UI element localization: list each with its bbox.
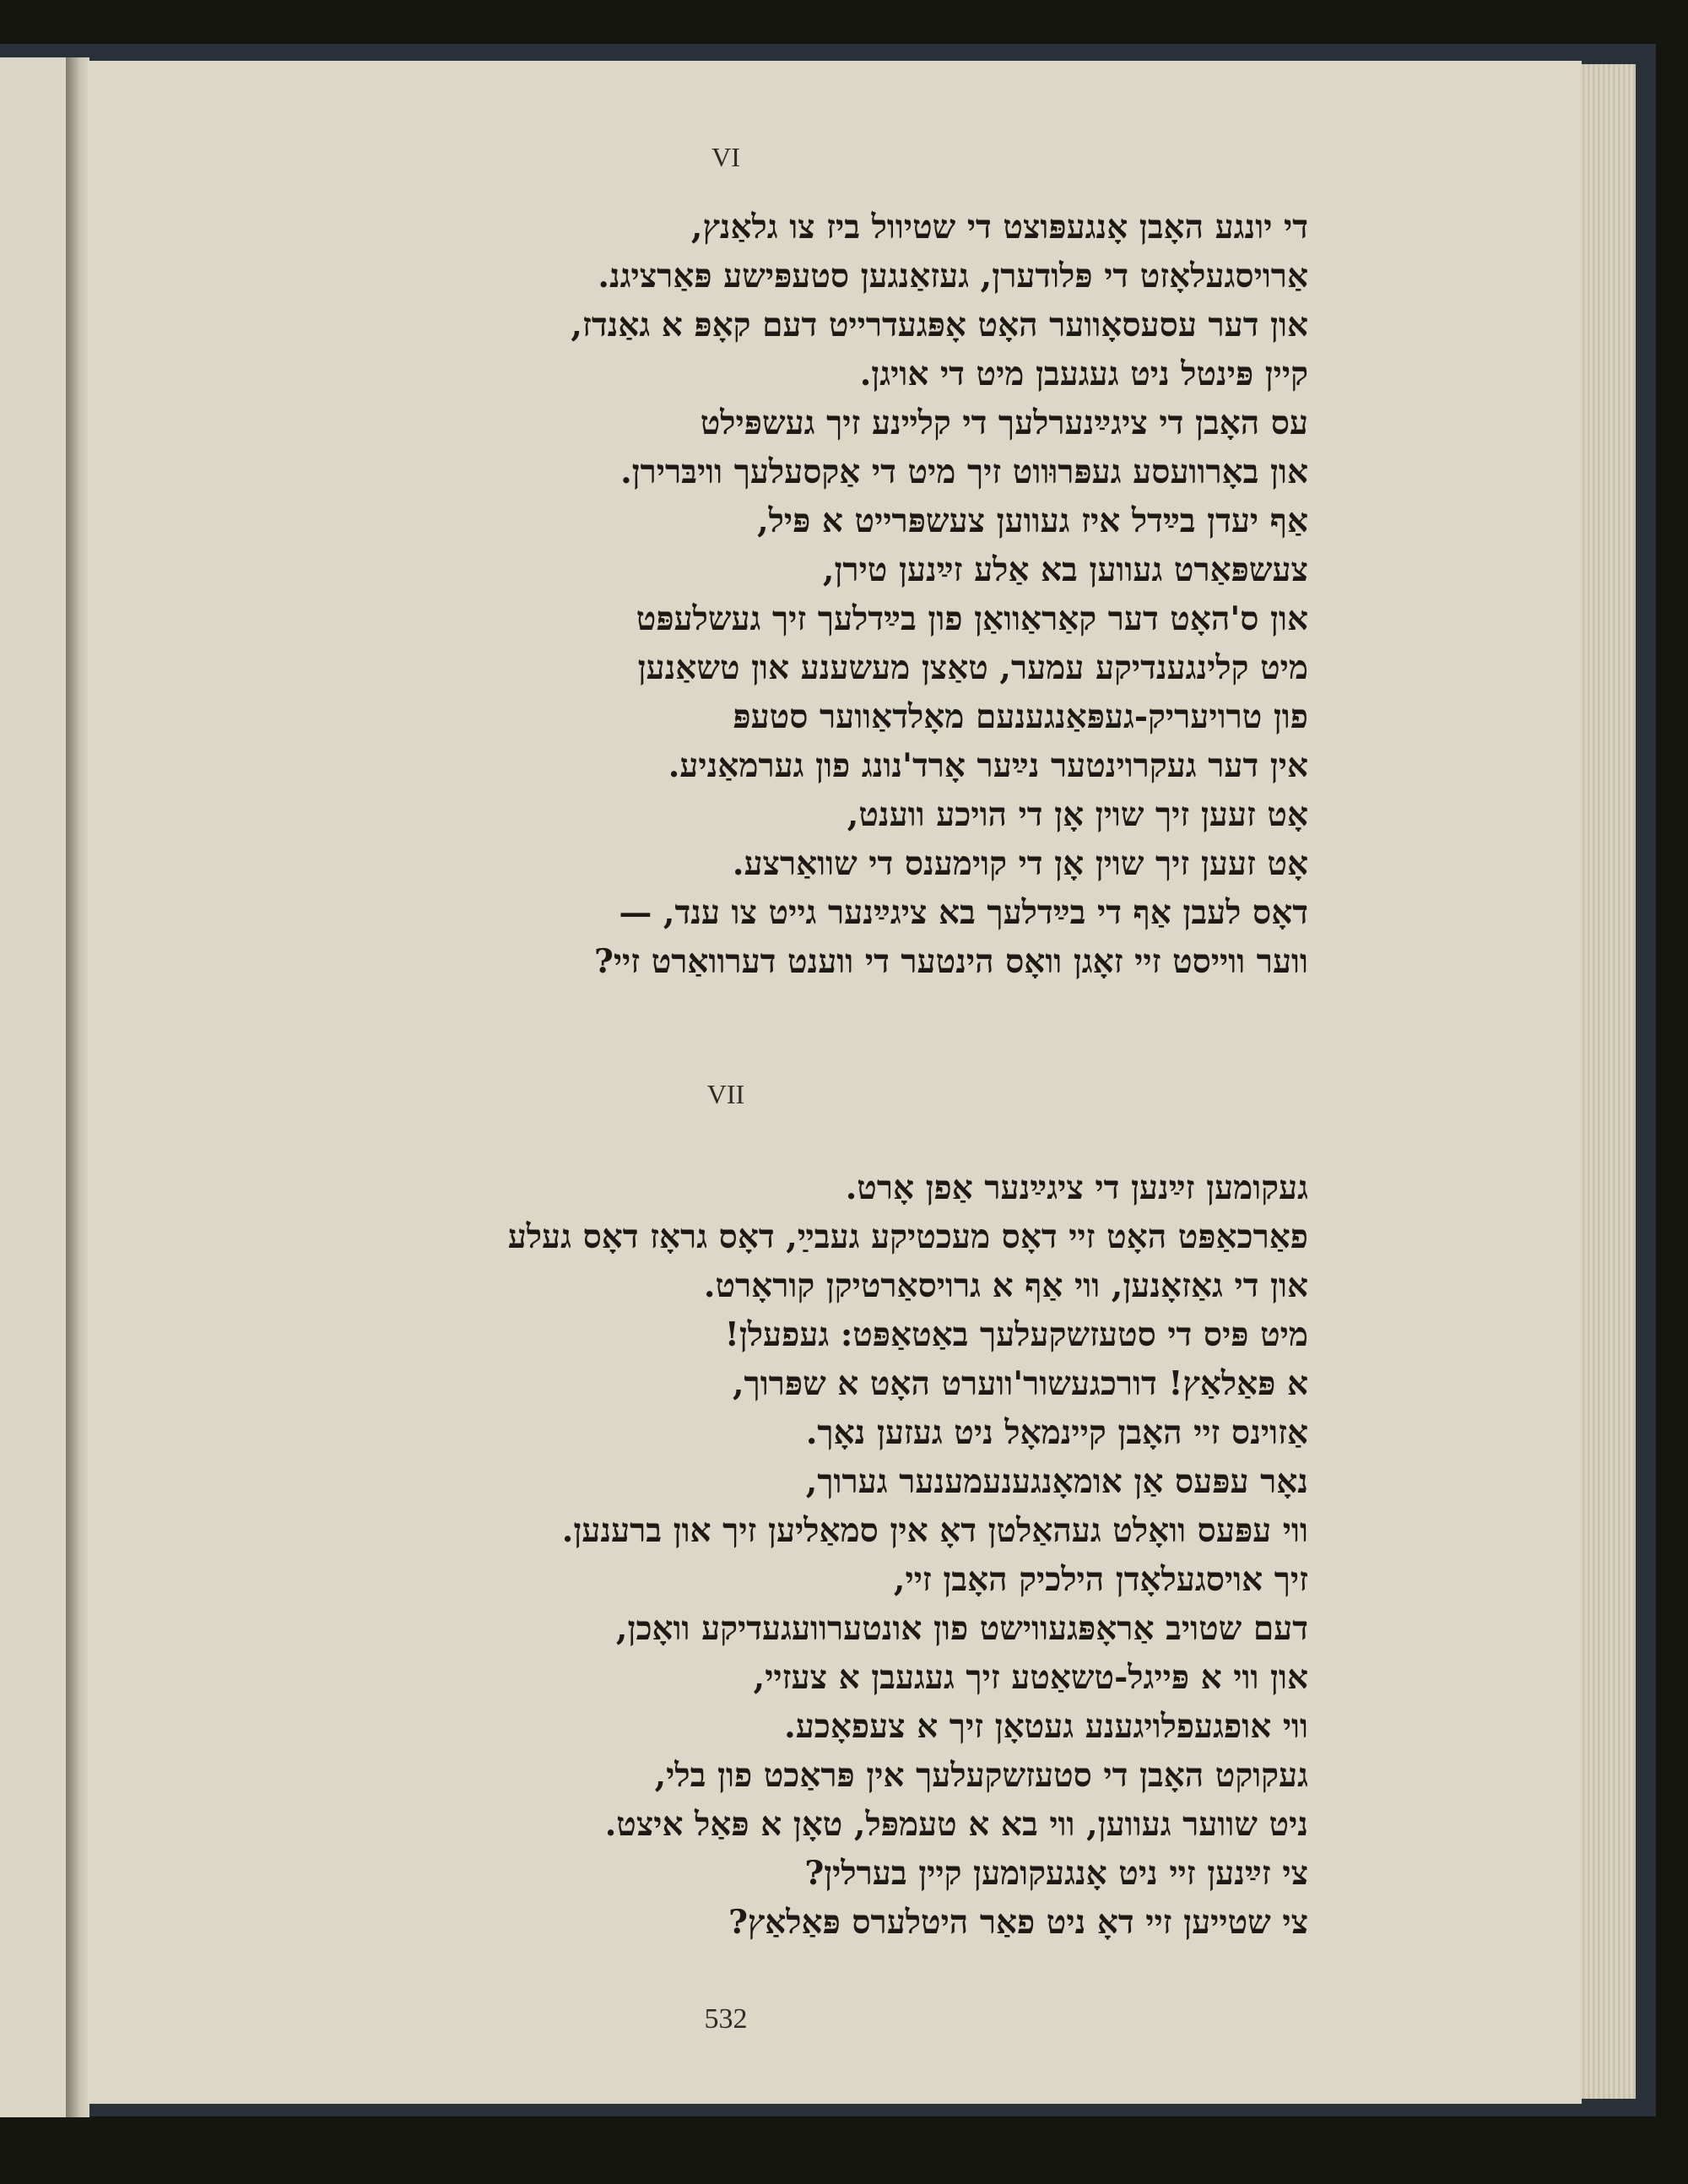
text-line: די יונגע האָבן אָנגעפּוצט די שטיוול ביז צו גלאַנץ,	[690, 208, 1308, 247]
text-line: פאַרכאַפּט האָט זיי דאָס מעכטיקע געבײַ, דאָס גראָז דאָס געלע	[507, 1217, 1308, 1256]
text-line: געקומען זײַנען די ציגײַנער אַפן אָרט.	[845, 1168, 1308, 1207]
text-line: פון טרויעריק-געפּאַנגענעם מאָלדאַווער סטעפּ	[733, 697, 1308, 736]
text-line: דאָס לעבן אַף די בײַדלעך בא ציגײַנער גייט צו ענד, —	[619, 893, 1308, 932]
text-line: קיין פּינטל ניט געגעבן מיט די אויגן.	[859, 355, 1308, 393]
text-line: און ס'האָט דער קאַראַוואַן פון בײַדלעך זיך געשלעפּט	[636, 599, 1308, 638]
text-line: אָט זעען זיך שוין אָן די קוימענס די שוואַרצע.	[732, 844, 1308, 883]
text-line: און ווי א פּייגל-טשאַטע זיך געגעבן א צעזיי,	[753, 1658, 1308, 1697]
text-line: אין דער געקרוינטער נײַער אָרד'נונג פון גערמאַניע.	[668, 746, 1308, 785]
text-line: צי זײַנען זיי ניט אָנגעקומען קיין בערלין?	[804, 1854, 1308, 1893]
section-heading-vi: VI	[711, 142, 740, 172]
text-line: ווי אופגעפלויגענע געטאָן זיך א צעפאָכע.	[784, 1707, 1308, 1746]
text-line: נאָר עפּעס אַן אומאָנגענעמענער גערוך,	[805, 1462, 1308, 1501]
section-heading-vii: VII	[706, 1079, 745, 1109]
text-line: א פּאַלאַץ! דורכגעשור'ווערט האָט א שפּרוך,	[732, 1364, 1308, 1403]
page-fore-edge	[1580, 64, 1636, 2099]
text-line: צי שטייען זיי דאָ ניט פאַר היטלערס פּאַלאַץ?	[728, 1903, 1308, 1942]
page-number: 532	[704, 2003, 748, 2035]
text-line: און דער עסעסאָווער האָט אָפּגעדרייט דעם קאָפּ א גאַנדז,	[571, 306, 1308, 344]
text-line: ווי עפּעס וואָלט געהאַלטן דאָ אין סמאַליען זיך און ברענען.	[561, 1511, 1308, 1550]
text-line: און באָרוועסע געפּרוּווט זיך מיט די אַקסעלעך וויבּרירן.	[620, 453, 1308, 491]
text-line: אַף יעדן בײַדל איז געווען צעשפּרייט א פּיל,	[757, 501, 1308, 540]
text-line: געקוקט האָבן די סטעזשקעלעך אין פּראַכט פון בלי,	[654, 1756, 1308, 1795]
section-vii-text	[203, 1163, 1308, 1947]
text-line: זיך אויסגעלאָדן הילכיק האָבן זיי,	[893, 1560, 1308, 1599]
text-line: צעשפּאַרט געווען בא אַלע זײַנען טירן,	[822, 550, 1308, 589]
text-line: ניט שווער געווען, ווי בא א טעמפּל, טאָן א פּאַל איצט.	[604, 1805, 1308, 1844]
text-line: מיט פּיס די סטעזשקעלעך באַטאַפּט: געפעלן!	[724, 1315, 1308, 1354]
text-line: אָט זעען זיך שוין אָן די הויכע ווענט,	[847, 795, 1308, 834]
text-line: דעם שטויב אַראָפּגעווישט פון אונטערוועגעדיקע וואָכן,	[615, 1609, 1308, 1648]
left-page-edge	[0, 57, 68, 2117]
section-vi-text	[203, 203, 1308, 986]
text-line: אַזוינס זיי האָבן קיינמאָל ניט געזען נאָך.	[805, 1413, 1308, 1452]
text-line: עס האָבן די ציגײַנערלעך די קלײנע זיך געשפּילט	[700, 404, 1308, 442]
text-line: אַרויסגעלאָזט די פּלודערן, געזאַנגען סטעפּישע פּאַרציגנ.	[598, 257, 1308, 295]
book-gutter	[66, 57, 89, 2117]
text-line: מיט קלינגענדיקע עמער, טאַצן מעשענע און טשאַנען	[637, 648, 1308, 687]
text-line: ווער ווייסט זיי זאָגן וואָס הינטער די ווענט דערוואַרט זיי?	[593, 942, 1308, 981]
text-line: און די גאַזאָנען, ווי אַף א גרויסאַרטיקן קוראָרט.	[703, 1266, 1308, 1305]
